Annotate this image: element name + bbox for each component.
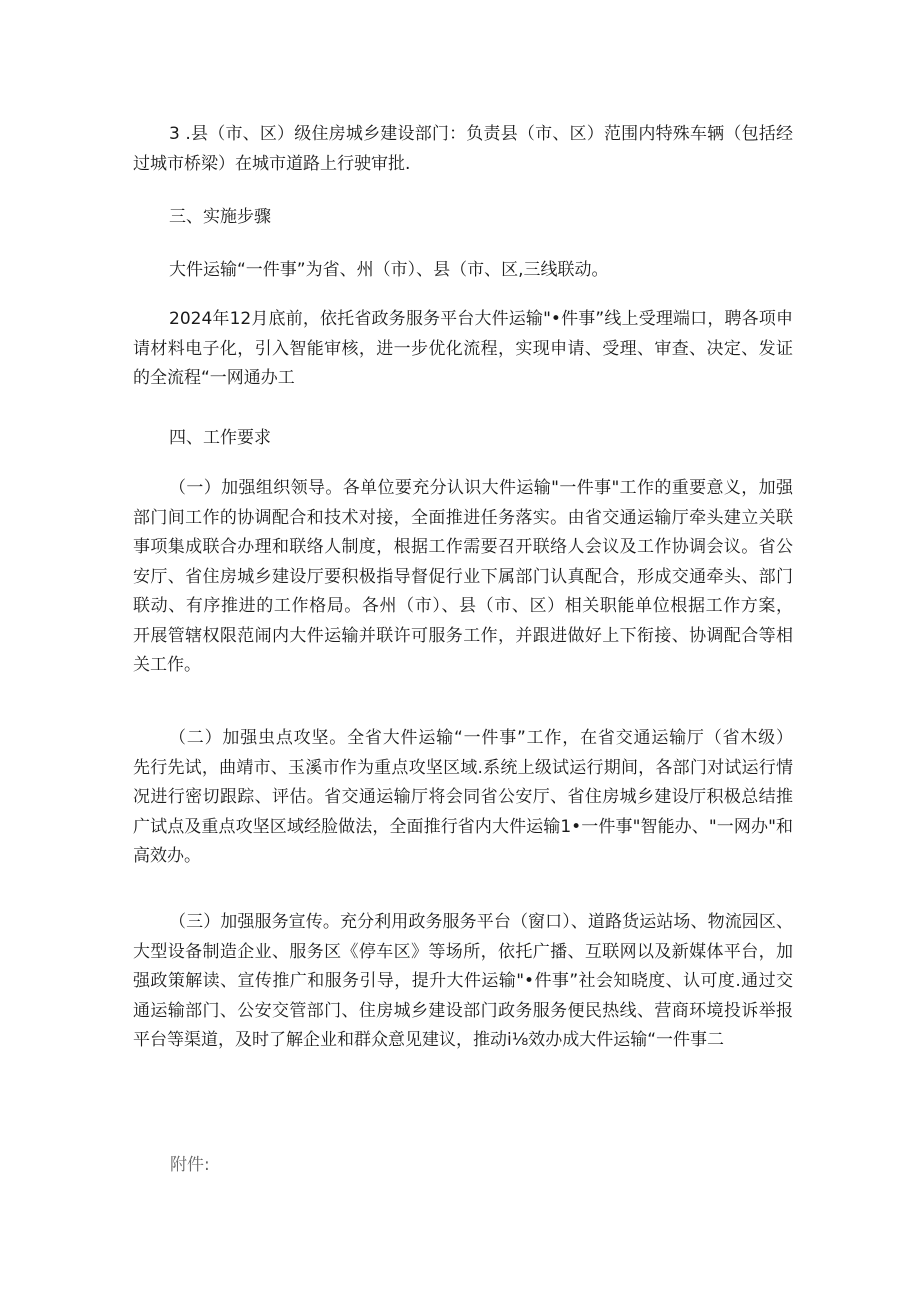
- section-heading-4: [133, 424, 793, 454]
- paragraph-line: 广试点及重点攻坚区域经脸做法，全面推行省内大件运输1•一件事"智能办、"一网办"和: [133, 816, 793, 837]
- paragraph-line: 请材料电子化，引入智能审核，进一步优化流程，实现申请、受理、审查、决定、发证: [133, 338, 793, 359]
- paragraph-linkage: [133, 256, 793, 286]
- section-heading-3: [133, 203, 793, 233]
- paragraph-line: 大型设备制造企业、服务区《停车区》等场所，依托广播、互联网以及新媒体平台，加: [133, 941, 793, 962]
- attachment-label: 附件:: [170, 1155, 210, 1175]
- paragraph-line: 2024年12月底前，依托省政务服务平台大件运输"•件事”线上受理端口，聘各项申: [169, 309, 793, 329]
- paragraph-line: 况进行密切跟踪、评估。省交通运输厅将会同省公安厅、省住房城乡建设厅积极总结推: [133, 787, 793, 807]
- paragraph-line: 部门间工作的协调配合和技术对接，全面推进任务落实。由省交通运输厅牵头建立关联: [133, 507, 793, 528]
- paragraph-item-3: [133, 120, 793, 179]
- paragraph-organization: [133, 474, 793, 681]
- paragraph-line: （二）加强虫点攻坚。全省大件运输“一件事”工作，在省交通运输厅（省木级）: [169, 728, 793, 748]
- paragraph-line: 高效办。: [133, 846, 201, 866]
- paragraph-line: 平台等渠道，及时了解企业和群众意见建议，推动i⅛效办成大件运输“一件事二: [133, 1030, 725, 1050]
- paragraph-line: （一）加强组织领导。各单位要充分认识大件运输"一件事"工作的重要意义，加强: [169, 478, 793, 498]
- paragraph-line: （三）加强服务宣传。充分利用政务服务平台（窗口）、道路货运站场、物流园区、: [169, 912, 793, 932]
- paragraph-line: 的全流程“一网通办工: [133, 368, 295, 388]
- paragraph-timeline: [133, 305, 793, 394]
- paragraph-line: 先行先试，曲靖市、玉溪市作为重点攻坚区域.系统上级试运行期间，各部门对试运行情: [133, 757, 793, 778]
- paragraph-line: 过城市桥梁）在城市道路上行驶审批.: [133, 153, 411, 174]
- paragraph-line: 关工作。: [133, 655, 201, 675]
- paragraph-line: 联动、有序推进的工作格局。各州（市）、县（市、区）相关职能单位根据工作方案，: [133, 596, 793, 616]
- paragraph-publicity: [133, 908, 793, 1056]
- paragraph-line: 事项集成联合办理和联络人制度，根据工作需要召开联络人会议及工作协调会议。省公: [133, 537, 793, 557]
- paragraph-line: 强政策解读、宣传推广和服务引导，提升大件运输"•件事”社会知晓度、认可度.通过交: [133, 971, 793, 991]
- paragraph-line: 开展管辖权限范闹内大件运输并联许可服务工作，并跟进做好上下衔接、协调配合等相: [133, 625, 793, 646]
- paragraph-line: 3 .县（市、区）级住房城乡建设部门：负责县（市、区）范围内特殊车辆（包括经: [169, 124, 793, 144]
- paragraph-line: 大件运输“一件事”为省、州（市）、县（市、区,三线联动。: [169, 260, 609, 280]
- paragraph-line: 通运输部门、公安交管部门、住房城乡建设部门政务服务便民热线、营商环境投诉举报: [133, 1000, 793, 1021]
- heading-text: 三、实施步骤: [169, 207, 271, 227]
- heading-text: 四、工作要求: [169, 428, 271, 448]
- paragraph-line: 安厅、省住房城乡建设厅要积极指导督促行业下属部门认真配合，形成交通牵头、部门: [133, 566, 793, 587]
- paragraph-key-areas: [133, 724, 793, 872]
